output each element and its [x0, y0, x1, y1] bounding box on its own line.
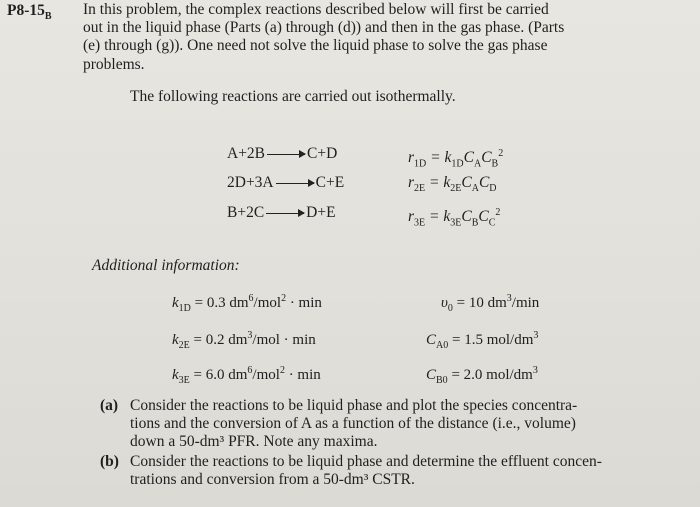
reaction-3: B+2C D+E: [227, 204, 336, 221]
rate-law-1: $r_{1D} = k_{1D}C_AC_B^2$: [408, 148, 504, 170]
param-ca0: $C_{A0} = 1.5$ mol/$dm^3$: [426, 330, 539, 351]
rate-law-3: $r_{3E} = k_{3E}C_BC_C^2$: [408, 207, 501, 229]
intro-line-1: In this problem, the complex reactions described below will first be carried: [83, 1, 549, 18]
param-k2e: $k_{2E} = 0.2$ $dm^3$/mol · min: [172, 330, 316, 351]
param-cb0: $C_{B0} = 2.0$ mol/$dm^3$: [426, 365, 538, 386]
part-a-line-2: tions and the conversion of A as a function of the distance (i.e., volume): [130, 415, 576, 432]
reaction-2: 2D+3A C+E: [227, 174, 345, 191]
param-k1d: $k_{1D} = 0.3$ $dm^6/mol^2 \cdot \min$: [172, 293, 322, 314]
part-a-line-3: down a 50-dm³ PFR. Note any maxima.: [130, 433, 378, 450]
problem-id: $P8-15_B$: [7, 2, 52, 23]
reaction-1: A+2B C+D: [227, 145, 338, 162]
intro-line-2: out in the liquid phase (Parts (a) through (d)) and then in the gas phase. (Parts: [83, 19, 565, 36]
intro-line-4: problems.: [83, 56, 145, 73]
part-b-line-1: Consider the reactions to be liquid phase and determine the effluent concen-: [130, 453, 602, 470]
part-a-line-1: Consider the reactions to be liquid phase and plot the species concentra-: [130, 397, 578, 414]
isothermal-statement: The following reactions are carried out isothermally.: [130, 88, 456, 105]
rate-law-2: $r_{2E} = k_{2E}C_AC_D$: [408, 174, 497, 195]
part-b-line-2: trations and conversion from a 50-dm³ CSTR.: [130, 471, 415, 488]
param-k3e: $k_{3E} = 6.0$ $dm^6/mol^2 \cdot \min$: [172, 365, 321, 386]
additional-info-label: Additional information:: [92, 257, 240, 274]
param-v0: $\upsilon_0 = 10$ $dm^3/\min$: [441, 293, 540, 314]
reaction-arrow-icon: [267, 154, 305, 155]
part-b-label: (b): [100, 453, 119, 470]
reaction-arrow-icon: [266, 213, 304, 214]
intro-line-3: (e) through (g)). One need not solve the liquid phase to solve the gas phase: [83, 37, 548, 54]
reaction-arrow-icon: [276, 183, 314, 184]
part-a-label: (a): [100, 397, 119, 414]
